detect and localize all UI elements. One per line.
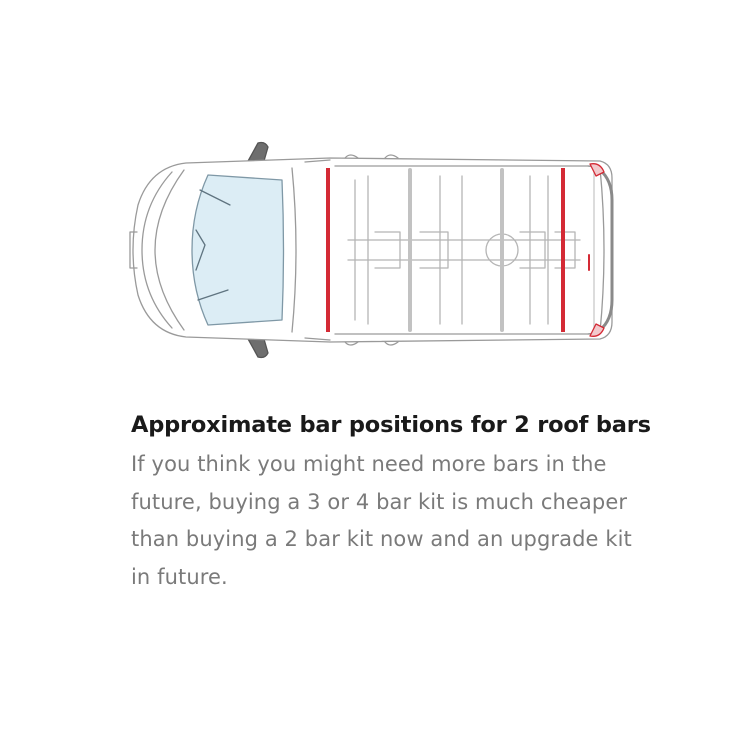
windscreen <box>192 175 284 325</box>
caption-body: If you think you might need more bars in the future, buying a 3 or 4 bar kit is much cheaper than buying a 2 bar kit now and an upgrade kit in future. <box>131 452 632 589</box>
caption <box>131 408 651 596</box>
caption-title: Approximate bar positions for 2 roof bars <box>131 412 651 438</box>
